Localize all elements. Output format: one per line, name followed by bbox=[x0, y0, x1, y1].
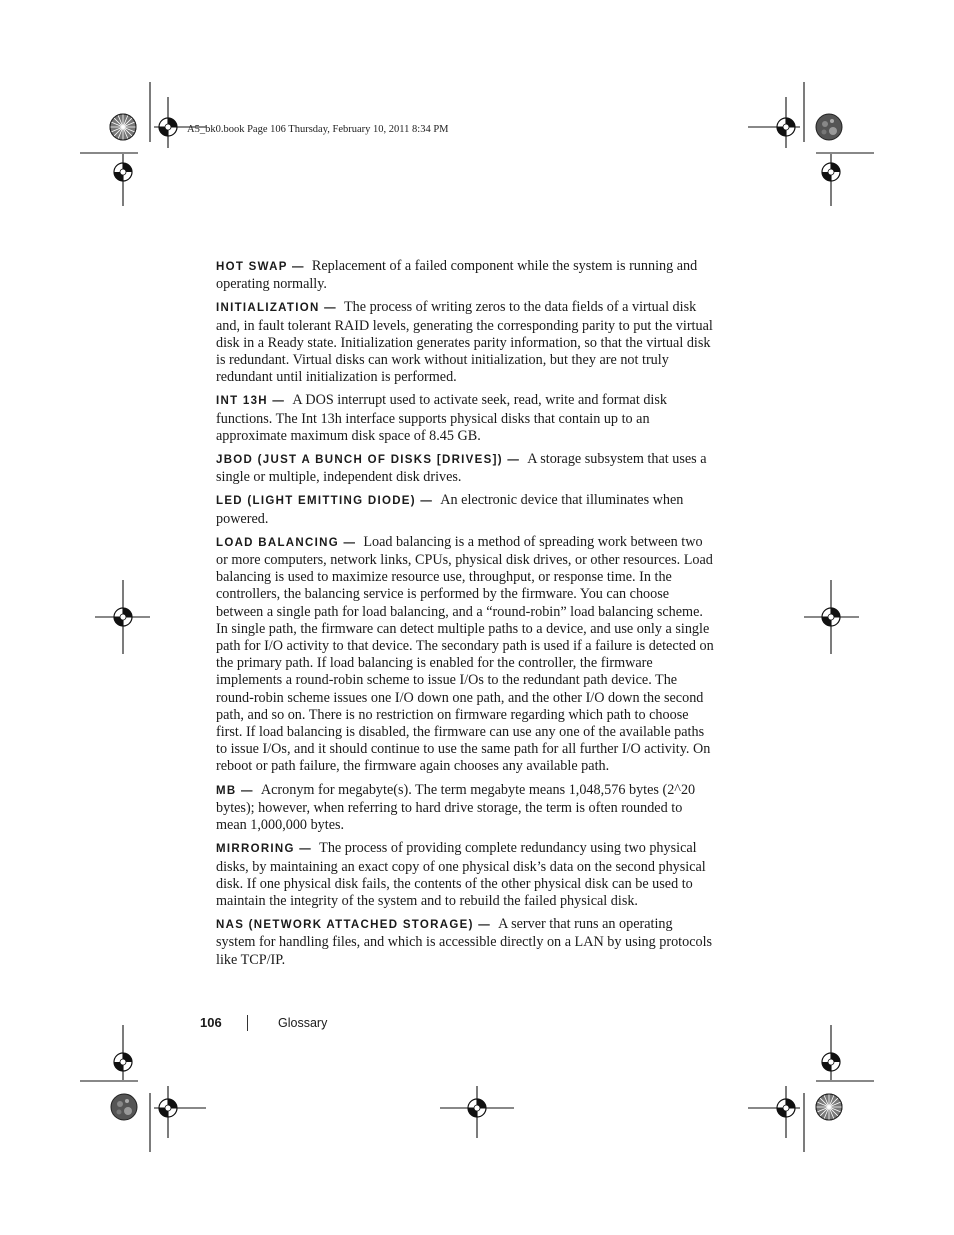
footer-section-title: Glossary bbox=[278, 1016, 328, 1030]
glossary-definition: A DOS interrupt used to activate seek, read, write and format disk functions. The Int 13h interface supports physical disks that contain up to an approximate maximum disk space of 8.45 GB. bbox=[216, 392, 667, 444]
glossary-definition: An electronic device that illuminates when powered. bbox=[216, 492, 684, 527]
glossary-term: LOAD BALANCING — bbox=[216, 536, 357, 549]
glossary-term: INITIALIZATION — bbox=[216, 302, 337, 315]
glossary-term: HOT SWAP — bbox=[216, 261, 305, 273]
glossary-entry-jbod bbox=[216, 451, 714, 486]
print-header-stamp: A5_bk0.book Page 106 Thursday, February 10, 2011 8:34 PM bbox=[187, 124, 449, 135]
glossary-definition: Load balancing is a method of spreading work between two or more computers, network links, CPUs, physical disk drives, or other resources. Load balancing is used to maximize resource use, throughput, or response time. In the controllers, the balancing service is performed by the firmware. You can choose between a single path for load balancing, and a “round-robin” load balancing scheme. In single path, the firmware can detect multiple paths to a device, and use only a single path for I/O activity to that device. The secondary path is used if a failure is detected on the primary path. If load balancing is enabled for the controller, the firmware implements a round-robin scheme to issue I/Os to the redundant path device. The round-robin scheme issues one I/O down one path, and the other I/O down the second path, and so on. There is no restriction on firmware regarding which path to choose first. If load balancing is disabled, the firmware can use any one of the available paths to issue I/Os, and it should continue to use the same path for all further I/O activity. On reboot or path failure, the firmware again chooses any available path. bbox=[216, 533, 714, 775]
glossary-definition: The process of writing zeros to the data fields of a virtual disk and, in fault tolerant RAID levels, generating the corresponding parity to put the virtual disk in a Ready state. Initialization generates parity information, so that the virtual disk is redundant. Virtual disks can work without initialization, but they are not truly redundant until initialization is performed. bbox=[216, 299, 713, 386]
glossary-entry-load-balancing bbox=[216, 534, 714, 776]
footer-divider bbox=[247, 1015, 248, 1031]
glossary-term: LED (LIGHT EMITTING DIODE) — bbox=[216, 495, 434, 508]
glossary-entry-initialization bbox=[216, 299, 714, 386]
glossary-entry-led bbox=[216, 492, 714, 527]
glossary-entry-mb bbox=[216, 782, 714, 835]
glossary-definition: A storage subsystem that uses a single or multiple, independent disk drives. bbox=[216, 451, 707, 486]
glossary-term: INT 13H — bbox=[216, 395, 286, 408]
glossary-entry-int-13h bbox=[216, 392, 714, 445]
glossary-definition: Replacement of a failed component while the system is running and operating normally. bbox=[216, 258, 698, 293]
glossary-term: MIRRORING — bbox=[216, 843, 313, 856]
glossary-term: MB — bbox=[216, 784, 254, 797]
glossary-content bbox=[216, 258, 714, 975]
glossary-entry-nas bbox=[216, 916, 714, 969]
glossary-term: JBOD (JUST A BUNCH OF DISKS [DRIVES]) — bbox=[216, 454, 521, 467]
glossary-definition: The process of providing complete redundancy using two physical disks, by maintaining an exact copy of one physical disk’s data on the second physical disk. If one physical disk fails, the contents of the other physical disk can be used to maintain the integrity of the system and to rebuild the failed physical disk. bbox=[216, 840, 706, 909]
glossary-definition: Acronym for megabyte(s). The term megabyte means 1,048,576 bytes (2^20 bytes); however, when referring to hard drive storage, the term is often rounded to mean 1,000,000 bytes. bbox=[216, 781, 696, 834]
glossary-term: NAS (NETWORK ATTACHED STORAGE) — bbox=[216, 919, 491, 932]
page-number: 106 bbox=[200, 1015, 222, 1030]
glossary-entry-hot-swap bbox=[216, 258, 714, 293]
glossary-definition: A server that runs an operating system for handling files, and which is accessible directly on a LAN by using protocols like TCP/IP. bbox=[216, 916, 713, 968]
glossary-entry-mirroring bbox=[216, 840, 714, 910]
